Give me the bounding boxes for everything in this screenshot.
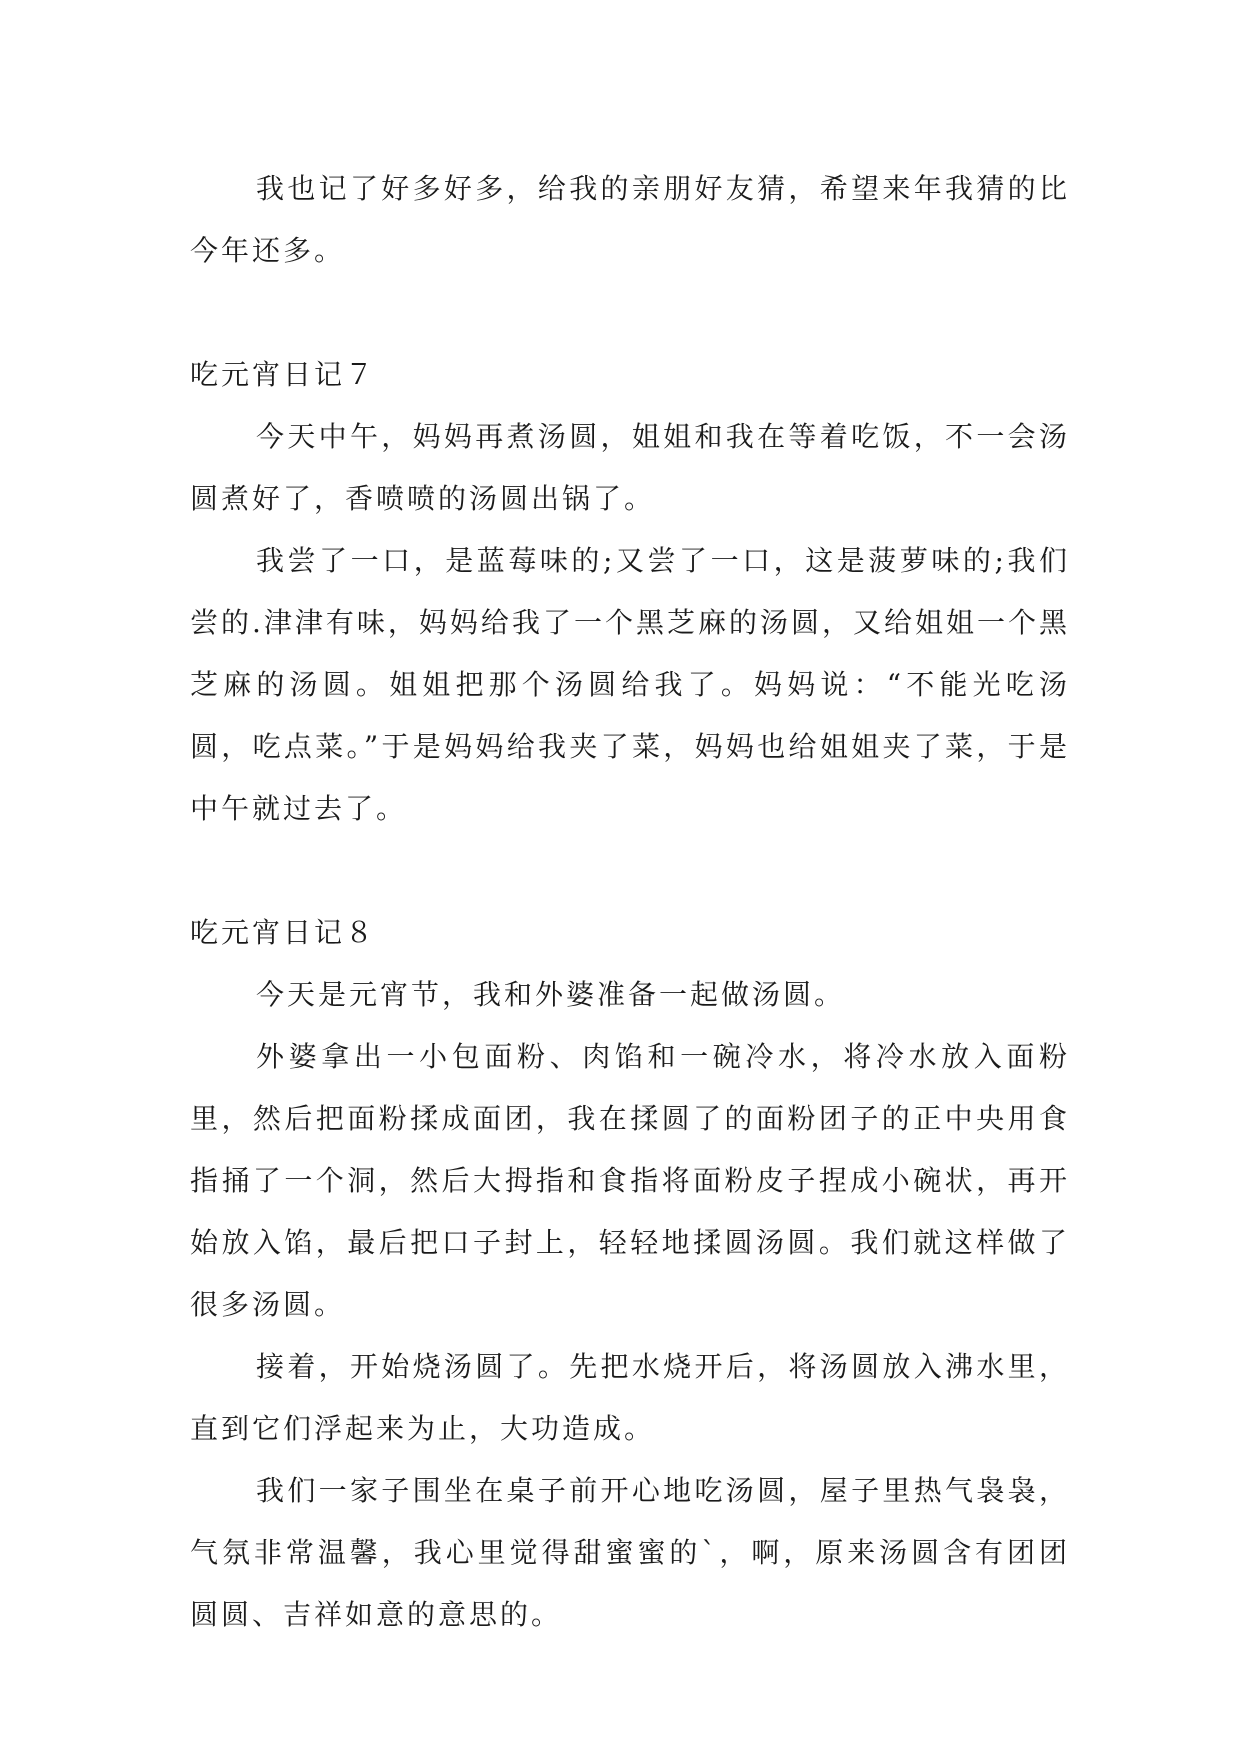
section-8-paragraph: 今天是元宵节，我和外婆准备一起做汤圆。	[256, 978, 846, 1011]
section-8-paragraph: 接着，开始烧汤圆了。先把水烧开后，将汤圆放入沸水里，直到它们浮起来为止，大功造成。	[190, 1350, 1070, 1445]
section-gap	[190, 282, 1070, 344]
section-7-title: 吃元宵日记７	[190, 358, 377, 391]
section-8-paragraph: 外婆拿出一小包面粉、肉馅和一碗冷水，将冷水放入面粉里，然后把面粉揉成面团，我在揉圆了的面粉团子的正中央用食指捅了一个洞，然后大拇指和食指将面粉皮子捏成小碗状，再开始放入馅，最后把口子封上，轻轻地揉圆汤圆。我们就这样做了很多汤圆。	[190, 1040, 1070, 1321]
section-7-paragraph: 今天中午，妈妈再煮汤圆，姐姐和我在等着吃饭，不一会汤圆煮好了，香喷喷的汤圆出锅了。	[190, 420, 1070, 515]
section-gap	[190, 840, 1070, 902]
document-page	[190, 158, 1070, 1646]
section-8-title: 吃元宵日记８	[190, 916, 377, 949]
section-7-paragraph: 我尝了一口，是蓝莓味的;又尝了一口，这是菠萝味的;我们尝的.津津有味，妈妈给我了一个黑芝麻的汤圆，又给姐姐一个黑芝麻的汤圆。姐姐把那个汤圆给我了。妈妈说：“不能光吃汤圆，吃点菜。”于是妈妈给我夹了菜，妈妈也给姐姐夹了菜，于是中午就过去了。	[190, 544, 1070, 825]
intro-paragraph: 我也记了好多好多，给我的亲朋好友猜，希望来年我猜的比今年还多。	[190, 172, 1070, 267]
section-8-paragraph: 我们一家子围坐在桌子前开心地吃汤圆，屋子里热气袅袅，气氛非常温馨，我心里觉得甜蜜蜜的`，啊，原来汤圆含有团团圆圆、吉祥如意的意思的。	[190, 1474, 1070, 1631]
